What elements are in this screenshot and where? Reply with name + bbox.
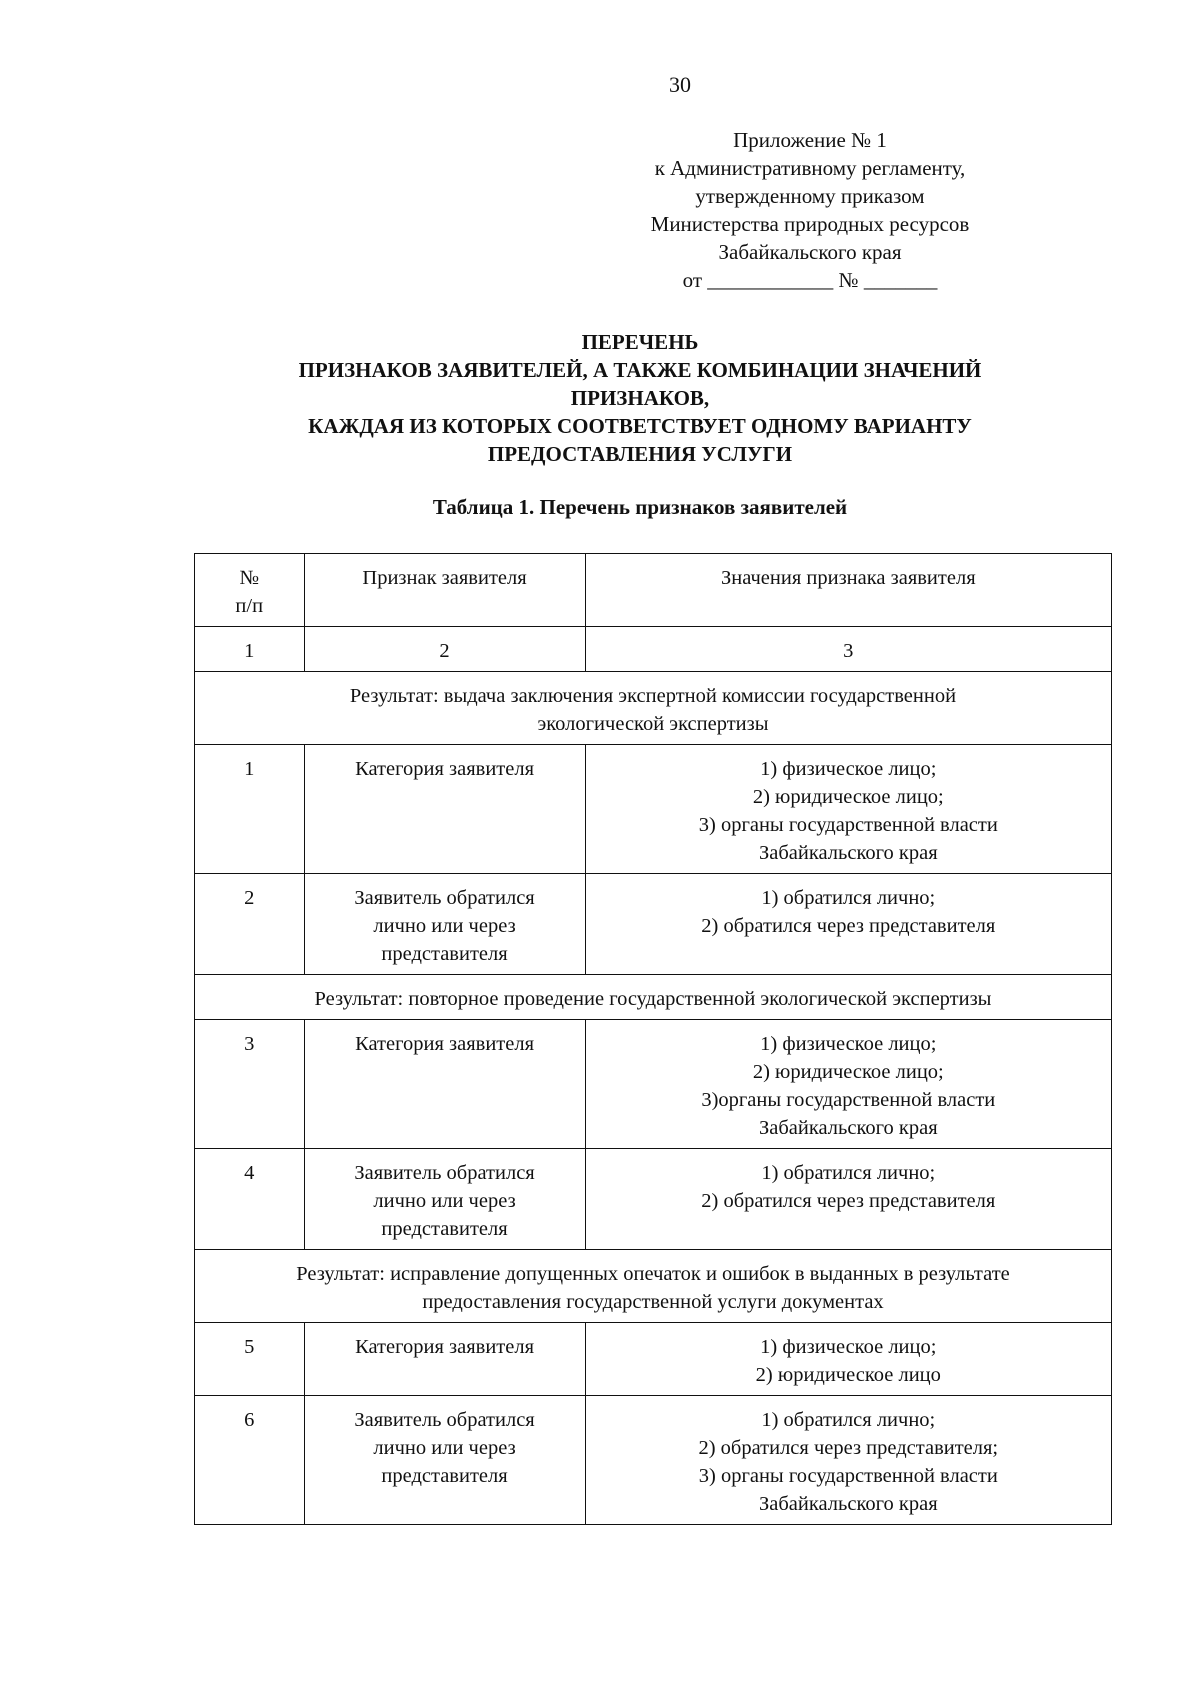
values-cell xyxy=(585,1149,1111,1250)
appendix-line: Приложение № 1 xyxy=(733,128,887,152)
value-line: Забайкальского края xyxy=(758,1493,938,1515)
column-number-cell: 2 xyxy=(304,627,585,672)
attribute-line: лично или через xyxy=(373,1190,516,1212)
appendix-line: Забайкальского края xyxy=(718,240,902,264)
result-line: экологической экспертизы xyxy=(537,713,769,735)
attribute-cell xyxy=(304,1149,585,1250)
values-cell xyxy=(585,745,1111,874)
value-line: 1) физическое лицо; xyxy=(760,1033,937,1055)
appendix-line: Министерства природных ресурсов xyxy=(650,212,970,236)
attribute-cell xyxy=(304,1323,585,1396)
values-cell xyxy=(585,1323,1111,1396)
value-line: 2) обратился через представителя xyxy=(701,915,996,937)
result-row xyxy=(195,672,1112,745)
values-cell xyxy=(585,874,1111,975)
values-cell xyxy=(585,1020,1111,1149)
result-row xyxy=(195,975,1112,1020)
value-line: 2) юридическое лицо; xyxy=(752,786,944,808)
table-row xyxy=(195,745,1112,874)
attribute-line: представителя xyxy=(381,1465,508,1487)
attribute-line: Категория заявителя xyxy=(355,1336,535,1358)
document-title xyxy=(200,328,1080,468)
attribute-line: представителя xyxy=(381,943,508,965)
value-line: 2) обратился через представителя; xyxy=(698,1437,999,1459)
attribute-line: Заявитель обратился xyxy=(354,1162,535,1184)
row-number-cell: 2 xyxy=(195,874,305,975)
table-row xyxy=(195,874,1112,975)
title-line: ПРЕДОСТАВЛЕНИЯ УСЛУГИ xyxy=(487,442,793,466)
row-number-cell: 1 xyxy=(195,745,305,874)
value-line: 3) органы государственной власти xyxy=(698,1465,998,1487)
value-line: Забайкальского края xyxy=(758,1117,938,1139)
header-number: № п/п xyxy=(195,554,305,627)
column-number-cell: 1 xyxy=(195,627,305,672)
value-line: 2) юридическое лицо xyxy=(755,1364,941,1386)
attribute-line: представителя xyxy=(381,1218,508,1240)
title-line: ПЕРЕЧЕНЬ xyxy=(581,330,699,354)
value-line: 1) обратился лично; xyxy=(761,1409,936,1431)
result-line: предоставления государственной услуги документах xyxy=(422,1291,884,1313)
row-number-cell: 3 xyxy=(195,1020,305,1149)
table-row xyxy=(195,1396,1112,1525)
page-number: 30 xyxy=(669,72,691,97)
row-number-cell: 6 xyxy=(195,1396,305,1525)
attribute-line: лично или через xyxy=(373,1437,516,1459)
value-line: 1) физическое лицо; xyxy=(760,1336,937,1358)
row-number-cell: 4 xyxy=(195,1149,305,1250)
appendix-block xyxy=(600,126,1020,294)
attribute-cell xyxy=(304,874,585,975)
appendix-line: утвержденному приказом xyxy=(695,184,925,208)
header-attribute: Признак заявителя xyxy=(304,554,585,627)
attribute-line: Категория заявителя xyxy=(355,1033,535,1055)
attribute-cell xyxy=(304,1396,585,1525)
table-body xyxy=(195,627,1112,1525)
table-caption: Таблица 1. Перечень признаков заявителей xyxy=(432,495,848,519)
table-row xyxy=(195,1323,1112,1396)
result-line: Результат: исправление допущенных опечаток и ошибок в выданных в результате xyxy=(296,1263,1010,1285)
attribute-cell xyxy=(304,745,585,874)
result-cell xyxy=(195,672,1112,745)
title-line: ПРИЗНАКОВ ЗАЯВИТЕЛЕЙ, А ТАКЖЕ КОМБИНАЦИИ ЗНАЧЕНИЙ xyxy=(298,358,982,382)
value-line: Забайкальского края xyxy=(758,842,938,864)
result-cell xyxy=(195,1250,1112,1323)
column-number-row xyxy=(195,627,1112,672)
value-line: 3) органы государственной власти xyxy=(698,814,998,836)
value-line: 3)органы государственной власти xyxy=(701,1089,996,1111)
attribute-line: Заявитель обратился xyxy=(354,1409,535,1431)
applicant-attributes-table xyxy=(194,553,1112,1525)
attribute-line: Категория заявителя xyxy=(355,758,535,780)
values-cell xyxy=(585,1396,1111,1525)
result-row xyxy=(195,1250,1112,1323)
appendix-line: к Административному регламенту, xyxy=(654,156,966,180)
value-line: 1) обратился лично; xyxy=(761,1162,936,1184)
value-line: 1) физическое лицо; xyxy=(760,758,937,780)
table-row xyxy=(195,1149,1112,1250)
value-line: 1) обратился лично; xyxy=(761,887,936,909)
title-line: ПРИЗНАКОВ, xyxy=(570,386,710,410)
header-values: Значения признака заявителя xyxy=(585,554,1111,627)
attribute-line: лично или через xyxy=(373,915,516,937)
result-line: Результат: выдача заключения экспертной комиссии государственной xyxy=(349,685,957,707)
column-number-cell: 3 xyxy=(585,627,1111,672)
title-line: КАЖДАЯ ИЗ КОТОРЫХ СООТВЕТСТВУЕТ ОДНОМУ ВАРИАНТУ xyxy=(308,414,972,438)
table-header-row xyxy=(195,554,1112,627)
attribute-cell xyxy=(304,1020,585,1149)
row-number-cell: 5 xyxy=(195,1323,305,1396)
result-cell xyxy=(195,975,1112,1020)
appendix-line: от ____________ № _______ xyxy=(682,268,938,292)
result-line: Результат: повторное проведение государственной экологической экспертизы xyxy=(314,988,992,1010)
value-line: 2) обратился через представителя xyxy=(701,1190,996,1212)
attribute-line: Заявитель обратился xyxy=(354,887,535,909)
value-line: 2) юридическое лицо; xyxy=(752,1061,944,1083)
table-row xyxy=(195,1020,1112,1149)
